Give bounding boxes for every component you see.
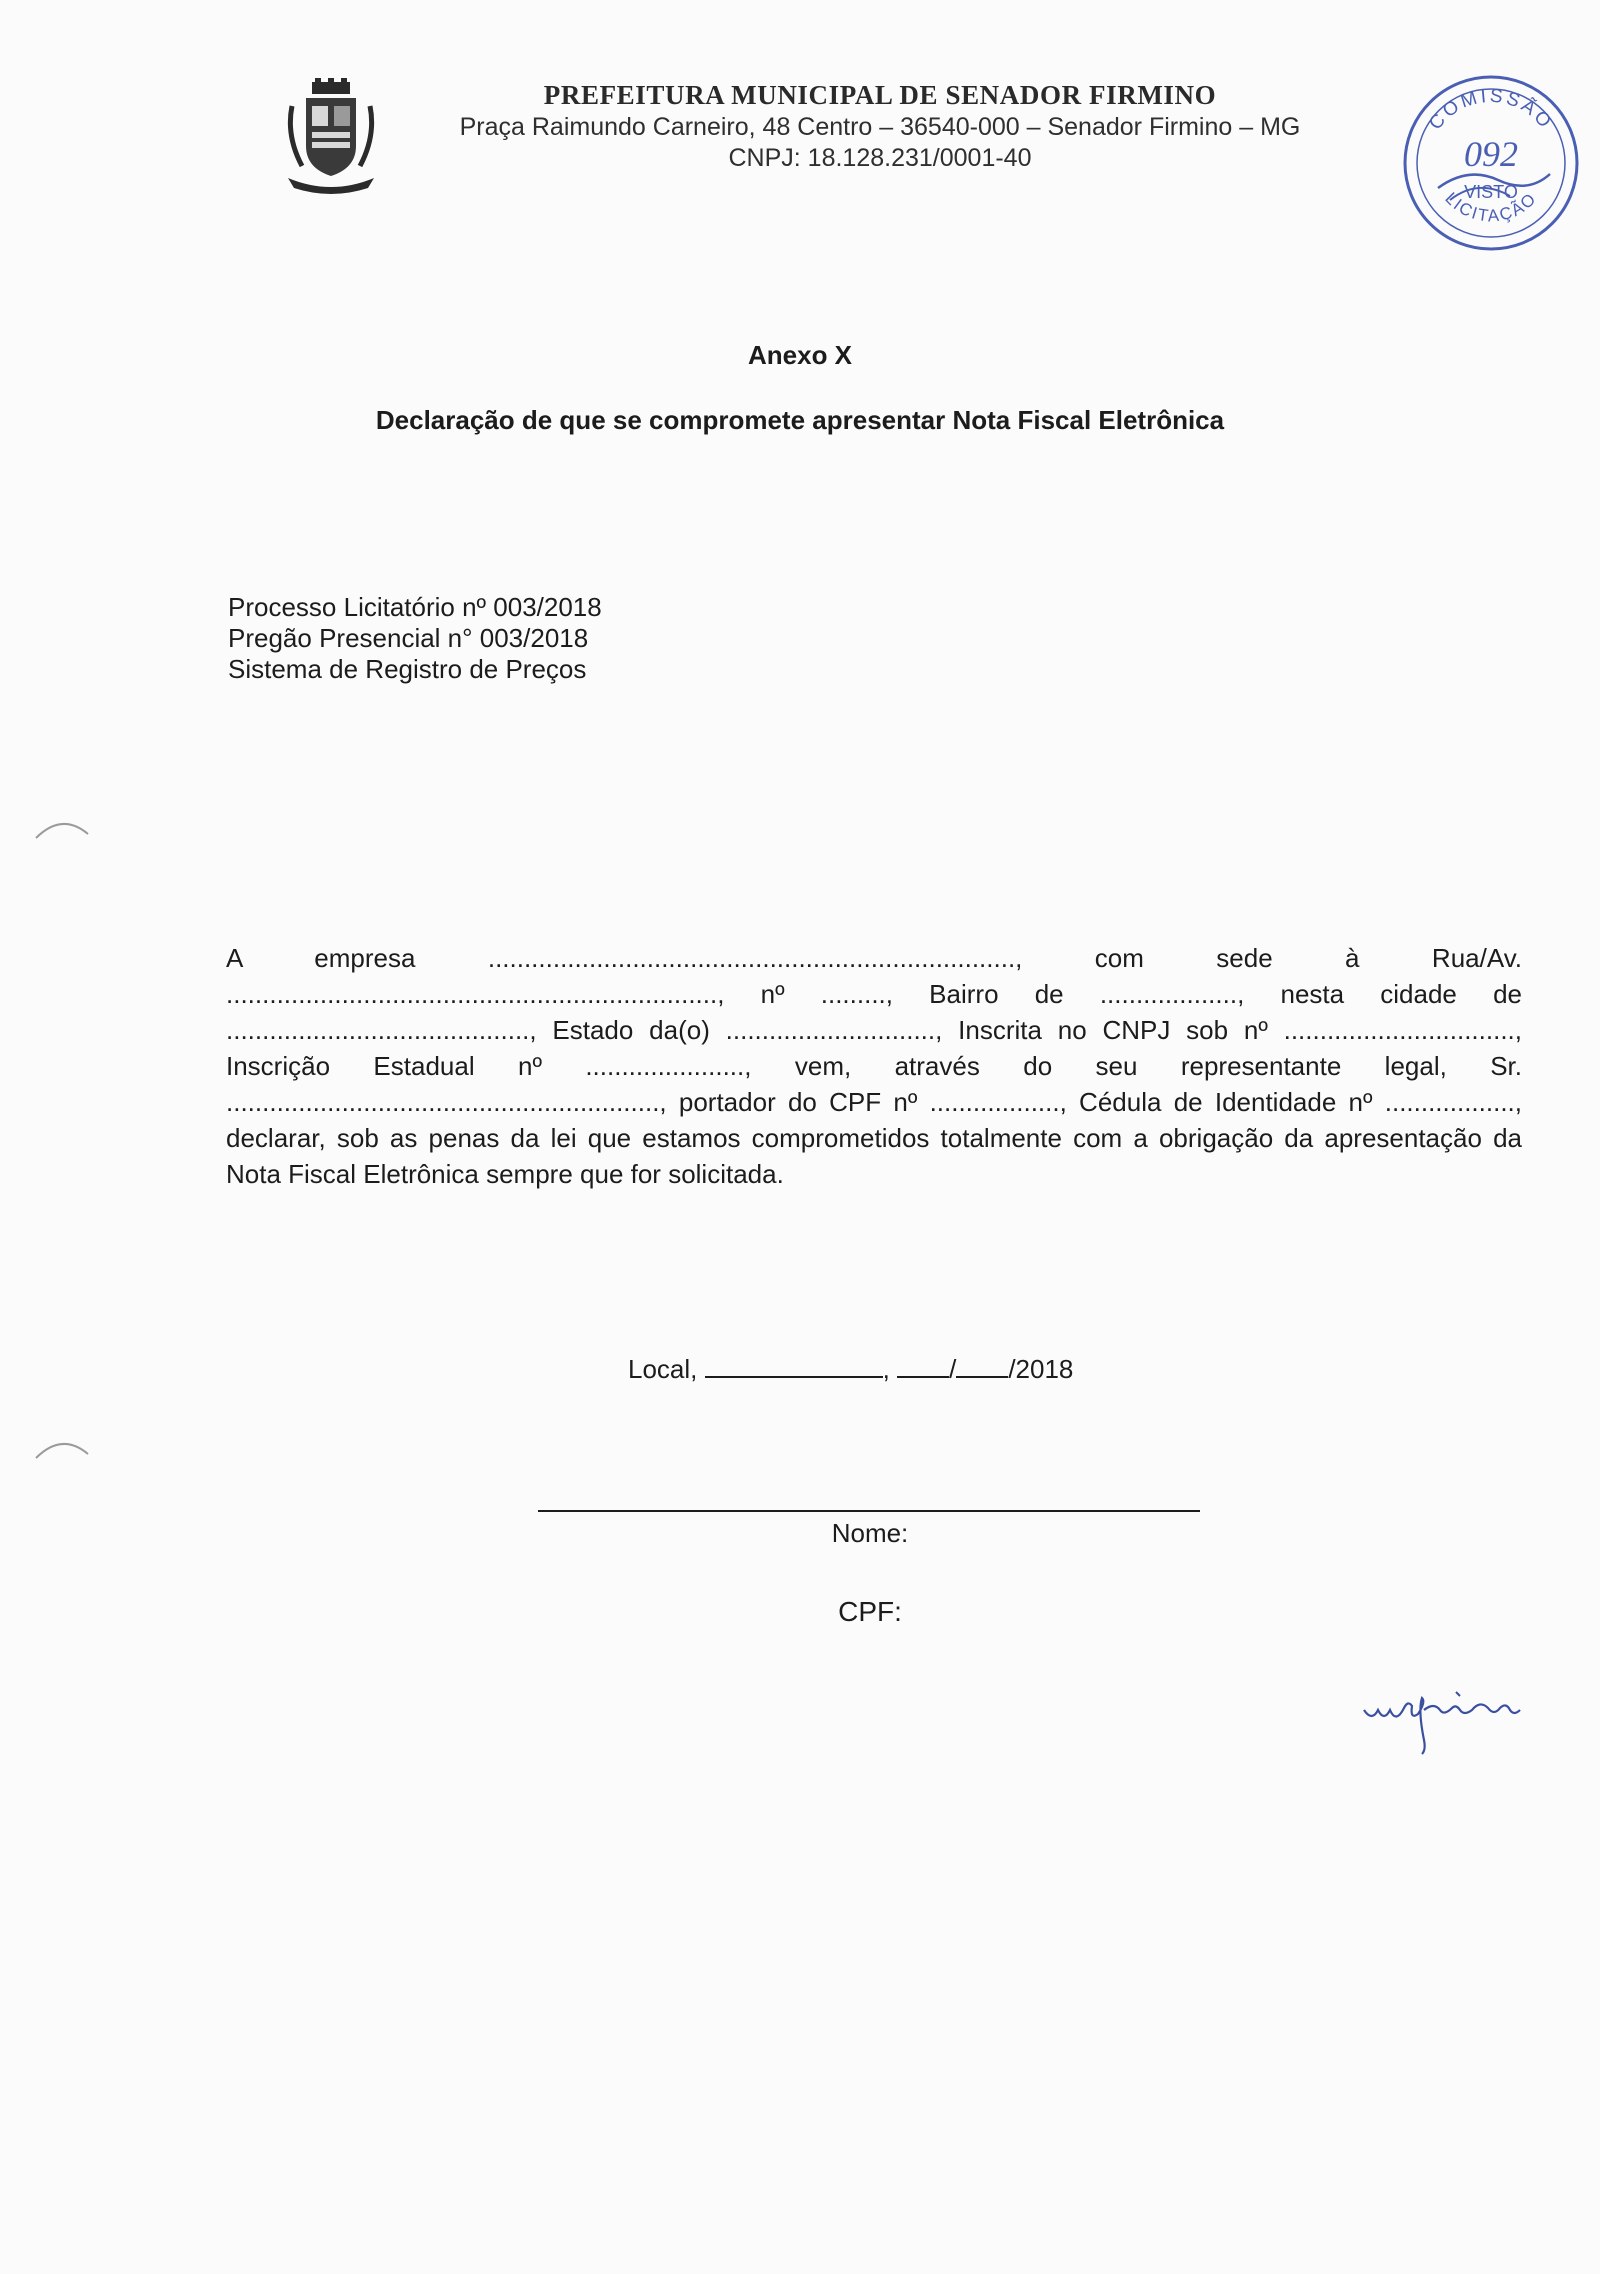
date-year: /2018 xyxy=(1008,1354,1074,1384)
declaration-body: A empresa ........................................................................., com sede à Rua/Av. ...................................................................., nº ........., Bairro de ..................., nesta cidade de .........................................., Estado da(o) ............................., Inscrita no CNPJ sob nº ................................, Inscrição Estadual nº ......................, vem, através do seu representante legal, Sr. ............................................................, portador do CPF nº .................., Cédula de Identidade nº .................., declarar, sob as penas da lei que estamos comprometidos totalmente com a obrigação da apresentação da Nota Fiscal Eletrônica sempre que for solicitada. xyxy=(226,943,1522,1189)
date-comma: , xyxy=(882,1354,890,1384)
signature-icon xyxy=(1360,1680,1540,1760)
coat-of-arms-icon xyxy=(282,76,380,194)
stamp-bottom-text: LICITAÇÃO xyxy=(1441,188,1541,226)
institution-address: Praça Raimundo Carneiro, 48 Centro – 36540-000 – Senador Firmino – MG xyxy=(459,113,1301,141)
local-blank xyxy=(705,1352,883,1378)
process-info xyxy=(228,592,602,685)
process-line: Processo Licitatório nº 003/2018 xyxy=(228,592,602,622)
stamp-icon xyxy=(1398,70,1584,256)
process-line: Pregão Presencial n° 003/2018 xyxy=(228,623,589,653)
svg-text:COMISSÃO xyxy=(1425,86,1557,135)
declaration-title: Declaração de que se compromete apresentar Nota Fiscal Eletrônica xyxy=(375,405,1225,435)
punch-hole-mark xyxy=(32,812,92,842)
date-line xyxy=(628,1352,1073,1385)
date-slash: / xyxy=(949,1354,957,1384)
cpf-label: CPF: xyxy=(838,1596,902,1627)
stamp-number: 092 xyxy=(1464,134,1518,174)
month-blank xyxy=(956,1352,1008,1378)
stamp-middle-text: VISTO xyxy=(1464,182,1518,202)
local-label: Local, xyxy=(628,1354,698,1384)
day-blank xyxy=(897,1352,949,1378)
annex-heading: Anexo X xyxy=(747,340,853,370)
name-label: Nome: xyxy=(831,1518,909,1548)
letterhead xyxy=(430,78,1330,174)
institution-cnpj: CNPJ: 18.128.231/0001-40 xyxy=(728,144,1032,172)
signature-line xyxy=(538,1510,1200,1512)
institution-name: PREFEITURA MUNICIPAL DE SENADOR FIRMINO xyxy=(543,80,1217,110)
stamp-top-text: COMISSÃO xyxy=(1425,85,1557,135)
punch-hole-mark xyxy=(32,1432,92,1462)
process-line: Sistema de Registro de Preços xyxy=(228,654,587,684)
